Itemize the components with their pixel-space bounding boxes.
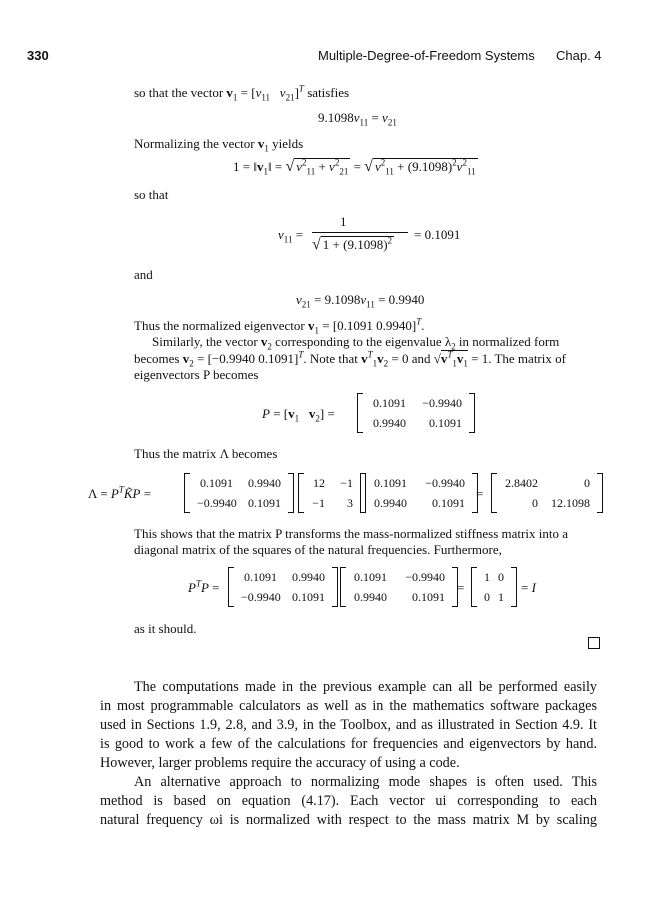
text-line: Thus the matrix Λ becomes [134, 446, 278, 461]
fraction-numerator: 1 [340, 214, 347, 229]
equation: $P^TP$ = [188, 578, 220, 595]
equation: $P = [v_1$ $v_2$] = [262, 406, 335, 424]
fraction-bar [312, 232, 408, 233]
matrix-P: 0.1091 −0.9940 0.9940 0.1091 [340, 567, 458, 607]
body-line: method is based on equation (4.17). Each vector ui corresponding to each [100, 793, 597, 809]
matrix-P: 0.1091 −0.9940 0.9940 0.1091 [357, 393, 475, 433]
text-line: This shows that the matrix P transforms the mass-normalized stiffness matrix into a [134, 526, 568, 541]
text-line: so that the vector $v_1 = [v_{11}$ $v_{21}]^T$ satisfies [134, 83, 350, 103]
equation: $v_{21} = 9.1098v_{11} = 0.9940$ [296, 292, 425, 310]
body-line: natural frequency ωi is normalized with respect to the mass matrix M by scaling [100, 812, 597, 828]
matrix-Lambda: 2.8402 0 0 12.1098 [491, 473, 603, 513]
body-line: However, larger problems require the accuracy of using a code. [100, 755, 460, 771]
matrix-PT: 0.1091 0.9940 −0.9940 0.1091 [184, 473, 294, 513]
equals-sign: = [457, 580, 465, 595]
body-line: in most programmable calculators as well as in the mathematics software packages [100, 698, 597, 714]
text-line: diagonal matrix of the squares of the natural frequencies. Furthermore, [134, 542, 502, 557]
body-text [100, 678, 597, 830]
text-line: Similarly, the vector $v_2$ corresponding to the eigenvalue $\lambda_2$ in normalized form [152, 334, 560, 352]
body-line: is good to work a few of the calculations for frequencies and eigenvectors by hand. [100, 736, 597, 752]
equation: = 0.1091 [414, 227, 461, 242]
matrix-P: 0.1091 −0.9940 0.9940 0.1091 [360, 473, 478, 513]
chapter-label: Chap. 4 [556, 48, 602, 63]
matrix-PT: 0.1091 0.9940 −0.9940 0.1091 [228, 567, 338, 607]
equation: $v_{11}$ = [278, 227, 304, 245]
text-line: so that [134, 187, 169, 202]
text-line: Normalizing the vector $v_1$ yields [134, 136, 304, 154]
running-title: Multiple-Degree-of-Freedom Systems [318, 48, 535, 63]
equals-sign: = [476, 486, 484, 501]
equation: $9.1098v_{11} = v_{21}$ [318, 110, 397, 128]
equation: $\Lambda = P^TK̃P$ = [88, 484, 152, 501]
text-line: and [134, 267, 153, 282]
body-line: An alternative approach to normalizing mode shapes is often used. This [134, 774, 597, 790]
text-line: as it should. [134, 621, 197, 636]
fraction-denominator: √ $1 + (9.1098)^2$ [312, 235, 393, 253]
page-number: 330 [27, 48, 49, 63]
text-line: Thus the normalized eigenvector $v_1 = [0.1091$ 0.9940]$^T$. [134, 316, 425, 336]
matrix-identity: 1 0 0 1 [471, 567, 517, 607]
body-line: The computations made in the previous example can all be performed easily [134, 679, 597, 695]
equation: $1 = ‖v_1‖$ = √ $v^2_{11} + v^2_{21}$ = √ $v^2_{11} + (9.1098)^2v^2_{11}$ [233, 157, 476, 177]
end-of-example-icon [588, 637, 600, 649]
body-line: used in Sections 1.9, 2.8, and 3.9, in the Toolbox, and as illustrated in Section 4.9. It [100, 717, 597, 733]
matrix-K: 12 −1 −1 3 [298, 473, 366, 513]
equation: = I [521, 580, 536, 595]
text-line: becomes $v_2 = [-0.9940$ 0.1091]$^T$. Note that $v^T_1v_2 = 0$ and $√v^T_1v_1 = 1$. The matrix of [134, 349, 566, 369]
text-line: eigenvectors P becomes [134, 367, 259, 382]
